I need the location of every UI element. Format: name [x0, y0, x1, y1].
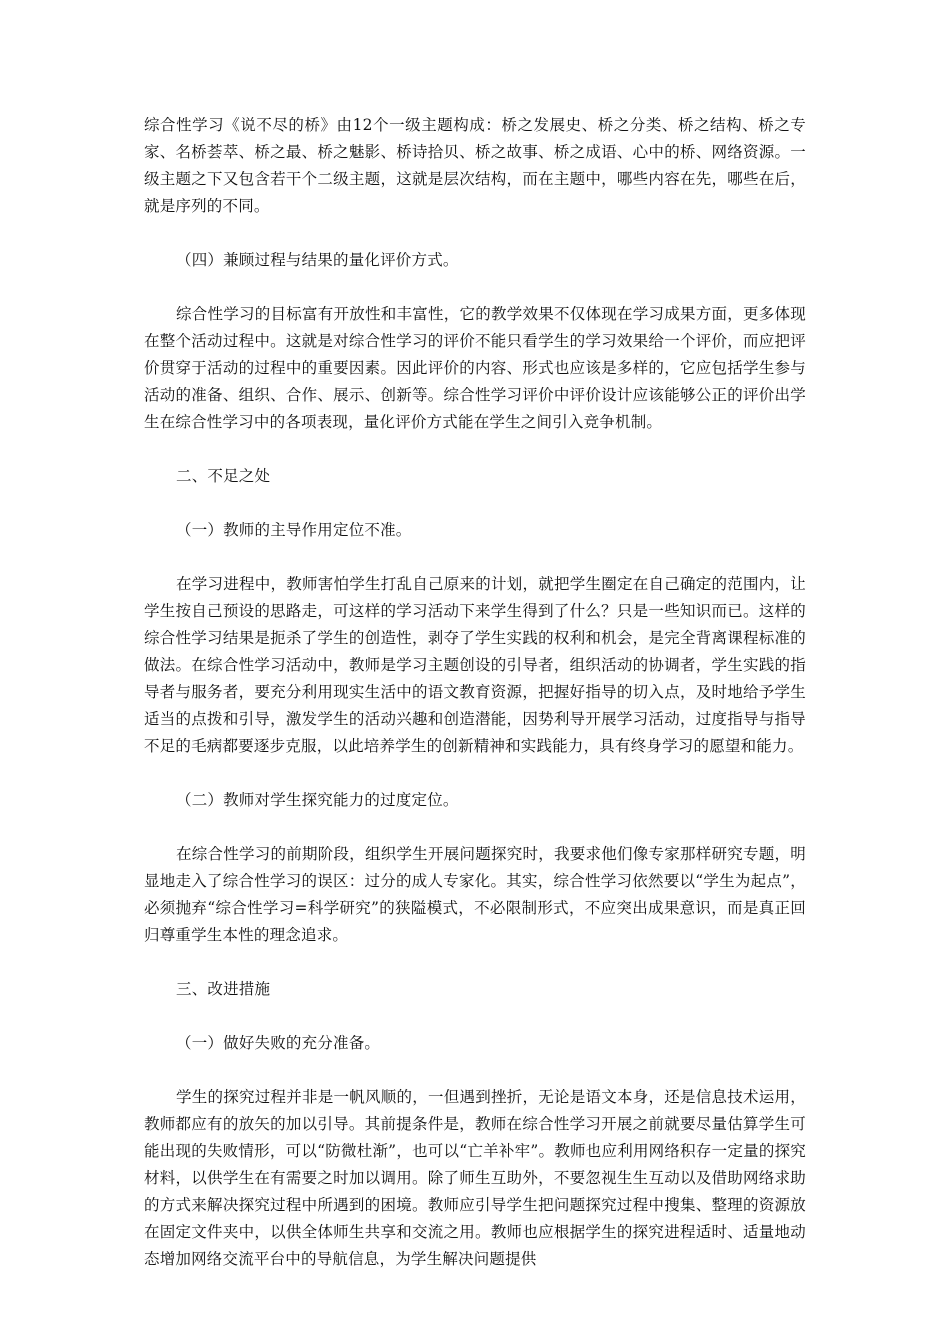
paragraph-inquiry-process: 学生的探究过程并非是一帆风顺的，一但遇到挫折，无论是语文本身，还是信息技术运用，教师都应有的放矢的加以引导。其前提条件是，教师在综合性学习开展之前就要尽量估算学生可能出现的失败情形，可以“防微杜渐”，也可以“亡羊补牢”。教师也应利用网络积存一定量的探究材料，以供学生在有需要之时加以调用。除了师生互助外，不要忽视生生互动以及借助网络求助的方式来解决探究过程中所遇到的困境。教师应引导学生把问题探究过程中搜集、整理的资源放在固定文件夹中，以供全体师生共享和交流之用。教师也应根据学生的探究进程适时、适量地动态增加网络交流平台中的导航信息，为学生解决问题提供	[144, 1088, 806, 1268]
paragraph-teacher-role: 在学习进程中，教师害怕学生打乱自己原来的计划，就把学生圈定在自己确定的范围内，让学生按自己预设的思路走，可这样的学习活动下来学生得到了什么？只是一些知识而已。这样的综合性学习结果是扼杀了学生的创造性，剥夺了学生实践的权利和机会，是完全背离课程标准的做法。在综合性学习活动中，教师是学习主题创设的引导者，组织活动的协调者，学生实践的指导者与服务者，要充分利用现实生活中的语文教育资源，把握好指导的切入点，及时地给予学生适当的点拨和引导，激发学生的活动兴趣和创造潜能，因势利导开展学习活动，过度指导与指导不足的毛病都要逐步克服，以此培养学生的创新精神和实践能力，具有终身学习的愿望和能力。	[144, 575, 806, 755]
paragraph-overpositioning: 在综合性学习的前期阶段，组织学生开展问题探究时，我要求他们像专家那样研究专题，明显地走入了综合性学习的误区：过分的成人专家化。其实，综合性学习依然要以“学生为起点”，必须抛弃“综合性学习=科学研究”的狭隘模式，不必限制形式，不应突出成果意识，而是真正回归尊重学生本性的理念追求。	[144, 845, 806, 944]
section-heading-4: （四）兼顾过程与结果的量化评价方式。	[176, 251, 459, 269]
section-heading-2: （二）教师对学生探究能力的过度定位。	[176, 791, 459, 809]
paragraph-evaluation: 综合性学习的目标富有开放性和丰富性，它的教学效果不仅体现在学习成果方面，更多体现在整个活动过程中。这就是对综合性学习的评价不能只看学生的学习效果给一个评价，而应把评价贯穿于活动的过程中的重要因素。因此评价的内容、形式也应该是多样的，它应包括学生参与活动的准备、组织、合作、展示、创新等。综合性学习评价中评价设计应该能够公正的评价出学生在综合性学习中的各项表现，量化评价方式能在学生之间引入竞争机制。	[144, 305, 806, 431]
chapter-heading-shortcomings: 二、不足之处	[176, 467, 271, 485]
section-heading-prepare-failure: （一）做好失败的充分准备。	[176, 1034, 381, 1052]
section-heading-1: （一）教师的主导作用定位不准。	[176, 521, 412, 539]
chapter-heading-improvements: 三、改进措施	[176, 980, 271, 998]
paragraph-bridge-themes: 综合性学习《说不尽的桥》由12个一级主题构成：桥之发展史、桥之分类、桥之结构、桥之专家、名桥荟萃、桥之最、桥之魅影、桥诗拾贝、桥之故事、桥之成语、心中的桥、网络资源。一级主题之下又包含若干个二级主题，这就是层次结构，而在主题中，哪些内容在先，哪些在后，就是序列的不同。	[144, 116, 806, 215]
document-page	[144, 112, 806, 1300]
